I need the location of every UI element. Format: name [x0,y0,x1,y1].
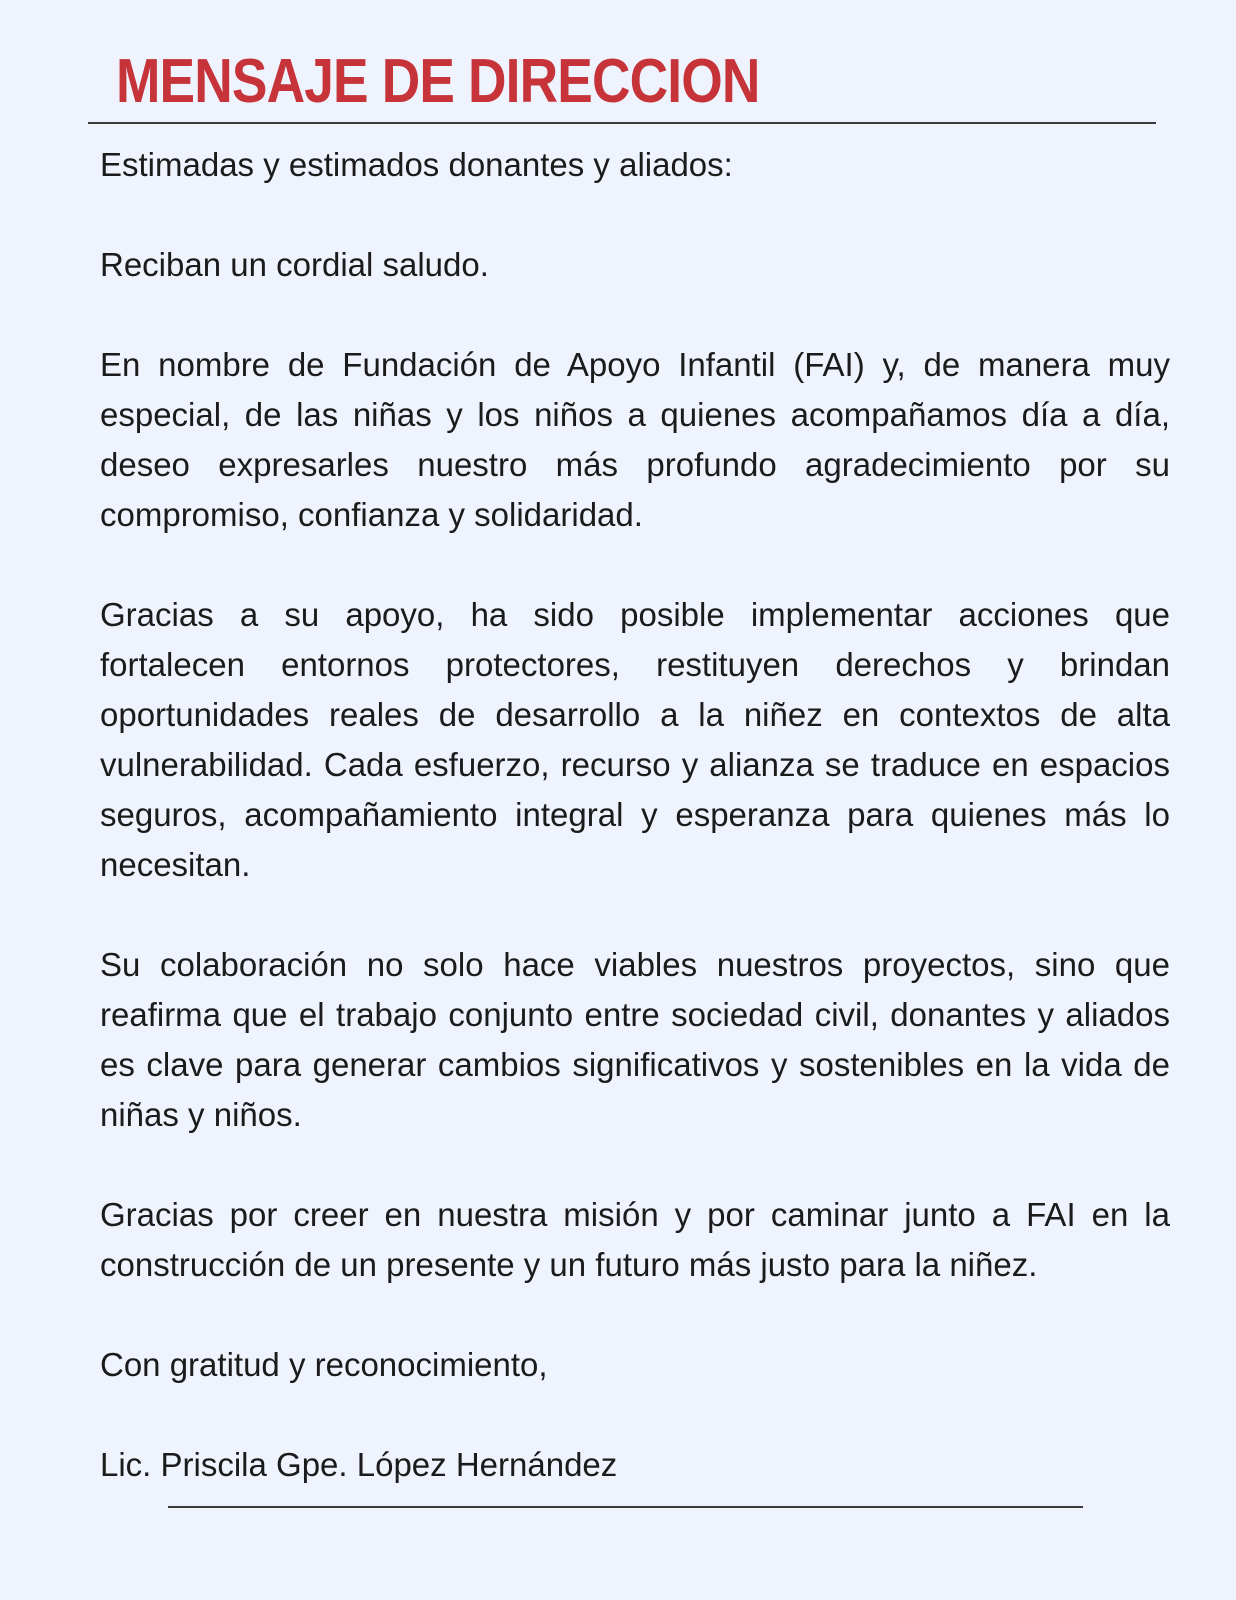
letter-body [100,140,1170,1490]
paragraph-3: Su colaboración no solo hace viables nuestros proyectos, sino que reafirma que el trabajo conjunto entre sociedad civil, donantes y aliados es clave para generar cambios significativos y sostenibles en la vida de niñas y niños. [100,946,1170,1133]
paragraph-2: Gracias a su apoyo, ha sido posible implementar acciones que fortalecen entornos protectores, restituyen derechos y brindan oportunidades reales de desarrollo a la niñez en contextos de alta vulnerabilidad. Cada esfuerzo, recurso y alianza se traduce en espacios seguros, acompañamiento integral y esperanza para quienes más lo necesitan. [100,596,1170,883]
signature-name: Lic. Priscila Gpe. López Hernández [100,1446,618,1483]
page-title: MENSAJE DE DIRECCION [116,47,760,116]
salutation: Reciban un cordial saludo. [100,246,489,283]
closing: Con gratitud y reconocimiento, [100,1346,548,1383]
signature-line [168,1506,1083,1508]
greeting: Estimadas y estimados donantes y aliados: [100,146,733,183]
title-divider [88,122,1156,124]
paragraph-1: En nombre de Fundación de Apoyo Infantil (FAI) y, de manera muy especial, de las niñas y los niños a quienes acompañamos día a día, deseo expresarles nuestro más profundo agradecimiento por su compromiso, confianza y solidaridad. [100,346,1170,533]
paragraph-4: Gracias por creer en nuestra misión y por caminar junto a FAI en la construcción de un presente y un futuro más justo para la niñez. [100,1196,1170,1283]
